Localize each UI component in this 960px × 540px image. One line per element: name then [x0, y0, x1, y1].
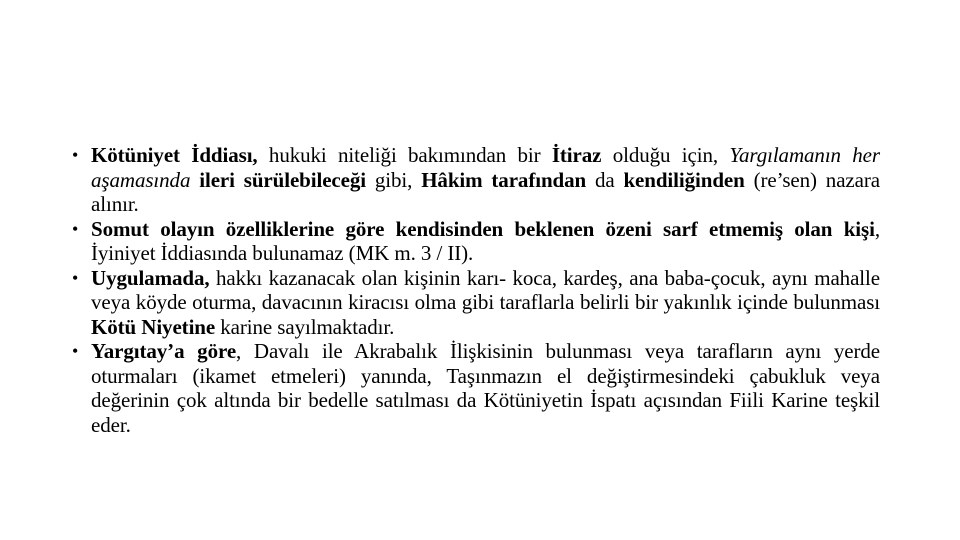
- bullet-glyph: •: [72, 341, 79, 361]
- bullet-glyph: •: [72, 267, 79, 288]
- bullet-text-segment: Uygulamada,: [91, 265, 210, 290]
- bullet-item: [72, 266, 880, 340]
- bullet-glyph: •: [72, 218, 79, 239]
- bullet-glyph: •: [72, 145, 79, 165]
- bullet-text-segment: ileri sürülebileceği: [199, 167, 367, 192]
- bullet-text-segment: , İyiniyet İddiasında bulunamaz (MK m. 3 / II).: [91, 216, 880, 265]
- bullet-item: [72, 217, 880, 266]
- bullet-item: [72, 339, 880, 437]
- bullet-text-segment: Yargılamanın her aşamasında: [91, 143, 880, 192]
- bullet-text-segment: (re’sen) nazara alınır.: [91, 167, 880, 216]
- bullet-text-segment: karine sayılmaktadır.: [215, 314, 395, 339]
- bullet-text-segment: kendiliğinden: [623, 167, 745, 192]
- bullet-text-segment: Somut olayın özelliklerine göre kendisinden beklenen özeni sarf etmemiş olan kişi: [91, 216, 875, 241]
- bullet-text-segment: Kötü Niyetine: [91, 314, 216, 339]
- bullet-item: [72, 143, 880, 217]
- bullet-text-segment: da: [586, 167, 624, 192]
- bullet-text-segment: olduğu için,: [601, 143, 730, 167]
- bullet-text-segment: , Davalı ile Akrabalık İlişkisinin bulunması veya tarafların aynı yerde oturmaları (ikamet etmeleri) yanında, Taşınmazın el değiştirmesindeki çabukluk veya değerinin çok altında bir bedelle satılması da Kötüniyetin İspatı açısından Fiili Karine teşkil eder.: [91, 339, 881, 437]
- bullet-list: [72, 143, 880, 437]
- bullet-text-segment: hukuki niteliği bakımından bir: [257, 143, 552, 167]
- bullet-text-segment: hakkı kazanacak olan kişinin karı- koca, kardeş, ana baba-çocuk, aynı mahalle veya köyde oturma, davacının kiracısı olma gibi taraflarla belirli bir yakınlık içinde bulunması: [91, 265, 880, 314]
- bullet-text-segment: Hâkim tarafından: [421, 167, 587, 192]
- bullet-text-segment: [190, 168, 199, 192]
- bullet-text-segment: Kötüniyet İddiası,: [91, 143, 258, 167]
- bullet-text-segment: İtiraz: [551, 143, 602, 167]
- bullet-text-segment: gibi,: [366, 167, 422, 192]
- bullet-text-segment: Yargıtay’a göre: [91, 339, 237, 363]
